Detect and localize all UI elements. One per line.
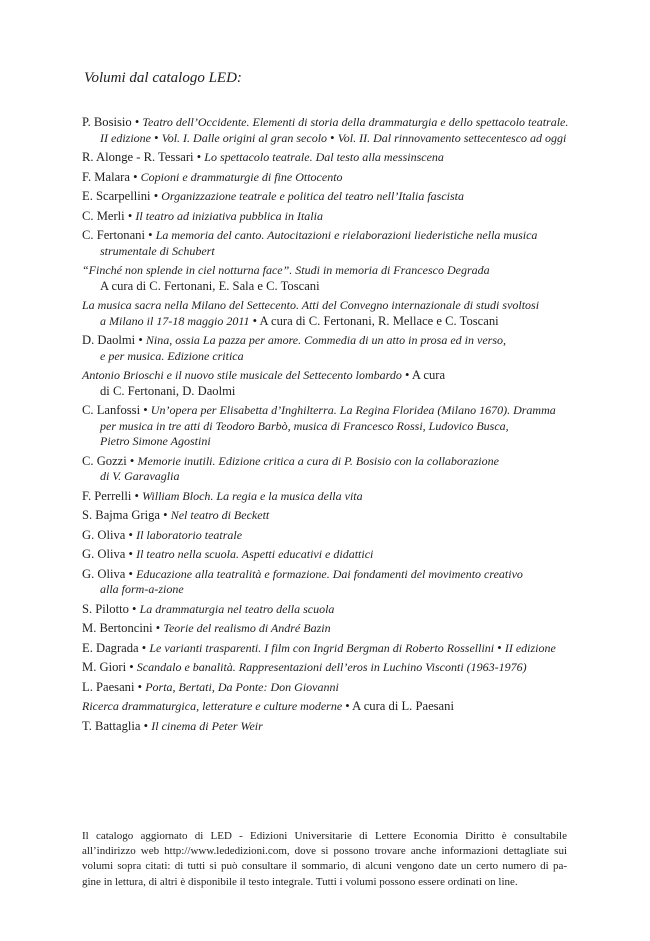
entry-author: S. Bajma Griga: [82, 508, 160, 522]
entry-title: Scandalo e banalità. Rappresentazioni dell’eros in Luchino Visconti (1963-1976): [136, 660, 527, 674]
entry-title: di V. Garavaglia: [100, 469, 180, 483]
entry-separator: •: [128, 601, 140, 616]
entry-author: P. Bosisio: [82, 115, 132, 129]
entry-author: C. Merli: [82, 208, 125, 223]
entry-title: a Milano il 17-18 maggio 2011: [100, 313, 250, 328]
entry-title: Copioni e drammaturgie di fine Ottocento: [140, 169, 343, 184]
entry-line: [82, 508, 602, 524]
entry-separator: •: [138, 640, 150, 655]
entry-line: [82, 333, 602, 349]
entry-separator: -: [133, 150, 144, 164]
entry-line: [82, 454, 602, 470]
entry-separator: •: [152, 621, 164, 635]
entry-separator: •: [150, 189, 162, 203]
entry-title: e per musica. Edizione critica: [100, 348, 244, 363]
entry-line: [82, 170, 602, 186]
catalog-entry: [82, 699, 602, 715]
entry-separator: •: [494, 640, 505, 655]
entry-separator: •: [144, 228, 156, 242]
entry-line: [82, 567, 602, 583]
entry-separator: •: [249, 313, 260, 328]
entry-title: Le varianti trasparenti. I film con Ingrid Bergman di Roberto Rossellini: [149, 640, 495, 655]
entry-author: C. Fertonani: [82, 228, 145, 242]
entry-separator: •: [150, 130, 162, 145]
entry-separator: •: [134, 679, 146, 694]
entry-separator: •: [140, 403, 151, 417]
catalog-entry: [82, 621, 602, 637]
entry-title: Educazione alla teatralità e formazione. Dai fondamenti del movimento creativo: [136, 566, 523, 581]
entry-author: T. Battaglia: [82, 718, 141, 733]
catalog-entry: [82, 150, 602, 166]
entry-line: [82, 349, 602, 365]
entry-title: Un’opera per Elisabetta d’Inghilterra. La Regina Floridea (Milano 1670). Dramma: [150, 403, 556, 417]
catalog-entry: [82, 602, 602, 618]
entry-line: [82, 547, 602, 563]
entry-line: [82, 602, 602, 618]
entry-title: II edizione: [504, 640, 556, 655]
footer-line: volumi sopra citati: di tutti si può consultare il sommario, di alcuni vengono date un certo numero di pa-: [82, 860, 567, 873]
catalog-entry: [82, 333, 602, 364]
entry-line: [82, 641, 602, 657]
entry-line: [82, 680, 602, 696]
entry-title: Nina, ossia La pazza per amore. Commedia di un atto in prosa ed in verso,: [145, 333, 507, 347]
entry-author: C. Lanfossi: [82, 403, 141, 417]
entry-line: [82, 131, 602, 147]
entry-author: M. Giori: [82, 660, 127, 674]
entry-separator: •: [126, 660, 137, 674]
entry-author: E. Scarpellini: [82, 189, 151, 203]
entry-title: Ricerca drammaturgica, letterature e culture moderne: [82, 699, 343, 713]
entry-author: di C. Fertonani, D. Daolmi: [100, 383, 236, 398]
entry-author: F. Malara: [82, 169, 130, 184]
entry-author: F. Perrelli: [82, 488, 132, 503]
footer-line: gine in lettura, di altri è disponibile il testo integrale. Tutti i volumi possono essere ordinati on line.: [82, 875, 518, 888]
catalog-entry: [82, 489, 602, 505]
entry-line: [82, 621, 602, 637]
entry-line: [82, 403, 602, 419]
entry-author: R. Alonge: [82, 150, 134, 164]
catalog-entry: [82, 403, 602, 450]
entry-title: II edizione: [100, 130, 151, 145]
entry-line: [82, 298, 602, 314]
entry-separator: •: [342, 699, 353, 713]
catalog-entry: [82, 189, 602, 205]
entry-title: Vol. I. Dalle origini al gran secolo: [161, 130, 328, 145]
entry-line: [82, 528, 602, 544]
entry-separator: •: [125, 527, 137, 542]
catalog-entry: [82, 641, 602, 657]
entry-separator: •: [401, 368, 412, 382]
entry-separator: •: [160, 508, 171, 522]
entry-title: William Bloch. La regia e la musica della vita: [142, 488, 363, 503]
entry-separator: •: [131, 488, 143, 503]
catalog-entry: [82, 508, 602, 524]
entry-author: L. Paesani: [82, 679, 135, 694]
entry-title: Memorie inutili. Edizione critica a cura di P. Bosisio con la collaborazione: [137, 453, 499, 468]
catalog-entry: [82, 263, 602, 294]
entry-title: Antonio Brioschi e il nuovo stile musicale del Settecento lombardo: [82, 368, 402, 382]
entry-line: [82, 279, 602, 295]
entry-author: G. Oliva: [82, 527, 126, 542]
entry-separator: •: [129, 169, 141, 184]
entry-title: Lo spettacolo teatrale. Dal testo alla messinscena: [204, 150, 444, 164]
entry-separator: •: [193, 150, 205, 164]
catalog-entry: [82, 298, 602, 329]
catalog-entry: [82, 528, 602, 544]
entry-author: A cura di C. Fertonani, R. Mellace e C. Toscani: [259, 313, 499, 328]
entry-line: [82, 419, 602, 435]
footer-line: all’indirizzo web http://www.lededizioni.com, dove si possono trovare anche informazioni dettagliate sui: [82, 845, 567, 858]
footer-line: Il catalogo aggiornato di LED - Edizioni Universitarie di Lettere Economia Diritto è consultabile: [82, 830, 567, 842]
entry-line: [82, 434, 602, 450]
entry-separator: •: [140, 718, 152, 733]
entry-separator: •: [135, 333, 146, 347]
entry-line: [82, 660, 602, 676]
page-heading: Volumi dal catalogo LED:: [84, 70, 242, 86]
entry-separator: •: [125, 547, 137, 561]
entry-line: [82, 719, 602, 735]
catalog-entry: [82, 660, 602, 676]
entry-line: [82, 228, 602, 244]
entry-title: Teatro dell’Occidente. Elementi di storia della drammaturgia e dello spettacolo teatrale.: [142, 115, 569, 129]
entry-line: [82, 489, 602, 505]
entry-title: Pietro Simone Agostini: [100, 434, 211, 448]
entry-line: [82, 209, 602, 225]
catalog-entry: [82, 115, 602, 146]
entry-line: [82, 314, 602, 330]
entry-title: La drammaturgia nel teatro della scuola: [139, 601, 335, 616]
catalog-entry: [82, 170, 602, 186]
entry-title: Vol. II. Dal rinnovamento settecentesco ad oggi: [337, 130, 567, 145]
entry-line: [82, 263, 602, 279]
entry-title: Il cinema di Peter Weir: [151, 718, 263, 733]
catalog-entry: [82, 547, 602, 563]
entry-separator: •: [125, 566, 137, 581]
entry-author: A cura di L. Paesani: [352, 699, 454, 713]
entry-author: M. Bertoncini: [82, 621, 153, 635]
entry-author: G. Oliva: [82, 566, 126, 581]
entry-line: [82, 189, 602, 205]
entry-title: Teorie del realismo di André Bazin: [163, 621, 331, 635]
entry-title: La memoria del canto. Autocitazioni e rielaborazioni liederistiche nella musica: [155, 228, 538, 242]
entry-line: [82, 699, 602, 715]
entry-title: alla form-a-zione: [100, 582, 184, 596]
catalog-entry: [82, 228, 602, 259]
entry-separator: •: [327, 130, 338, 145]
catalog-entry: [82, 680, 602, 696]
entry-line: [82, 582, 602, 598]
entry-author: S. Pilotto: [82, 601, 129, 616]
entry-title: Nel teatro di Beckett: [170, 508, 270, 522]
entry-title: Il teatro nella scuola. Aspetti educativi e didattici: [136, 547, 374, 561]
catalog-entry: [82, 454, 602, 485]
entry-title: Il teatro ad iniziativa pubblica in Italia: [135, 208, 323, 223]
catalog-entry: [82, 719, 602, 735]
entry-title: La musica sacra nella Milano del Settecento. Atti del Convegno internazionale di studi svoltosi: [82, 298, 540, 312]
entry-separator: •: [124, 208, 136, 223]
catalog-entry: [82, 209, 602, 225]
entry-author: C. Gozzi: [82, 453, 127, 468]
entry-title: Il laboratorio teatrale: [136, 527, 243, 542]
entry-author: E. Dagrada: [82, 640, 139, 655]
entry-author: A cura di C. Fertonani, E. Sala e C. Toscani: [100, 278, 320, 293]
entry-line: [82, 384, 602, 400]
entry-author: A cura: [411, 368, 446, 382]
entry-line: [82, 244, 602, 260]
entry-title: Organizzazione teatrale e politica del teatro nell’Italia fascista: [161, 189, 465, 203]
entry-author: R. Tessari: [143, 150, 194, 164]
entry-line: [82, 469, 602, 485]
entry-title: strumentale di Schubert: [100, 243, 215, 258]
entry-separator: •: [126, 453, 138, 468]
entry-line: [82, 368, 602, 384]
entry-title: Porta, Bertati, Da Ponte: Don Giovanni: [145, 679, 339, 694]
entry-separator: •: [131, 115, 143, 129]
catalog-entry: [82, 368, 602, 399]
entry-author: D. Daolmi: [82, 333, 136, 347]
entry-line: [82, 115, 602, 131]
catalog-footer-note: [82, 829, 567, 890]
entry-title: per musica in tre atti di Teodoro Barbò, musica di Francesco Rossi, Ludovico Busca,: [100, 418, 509, 433]
entry-title: “Finché non splende in ciel notturna face”. Studi in memoria di Francesco Degrada: [82, 263, 490, 277]
catalog-list: [82, 115, 602, 734]
entry-author: G. Oliva: [82, 547, 126, 561]
entry-line: [82, 150, 602, 166]
catalog-entry: [82, 567, 602, 598]
